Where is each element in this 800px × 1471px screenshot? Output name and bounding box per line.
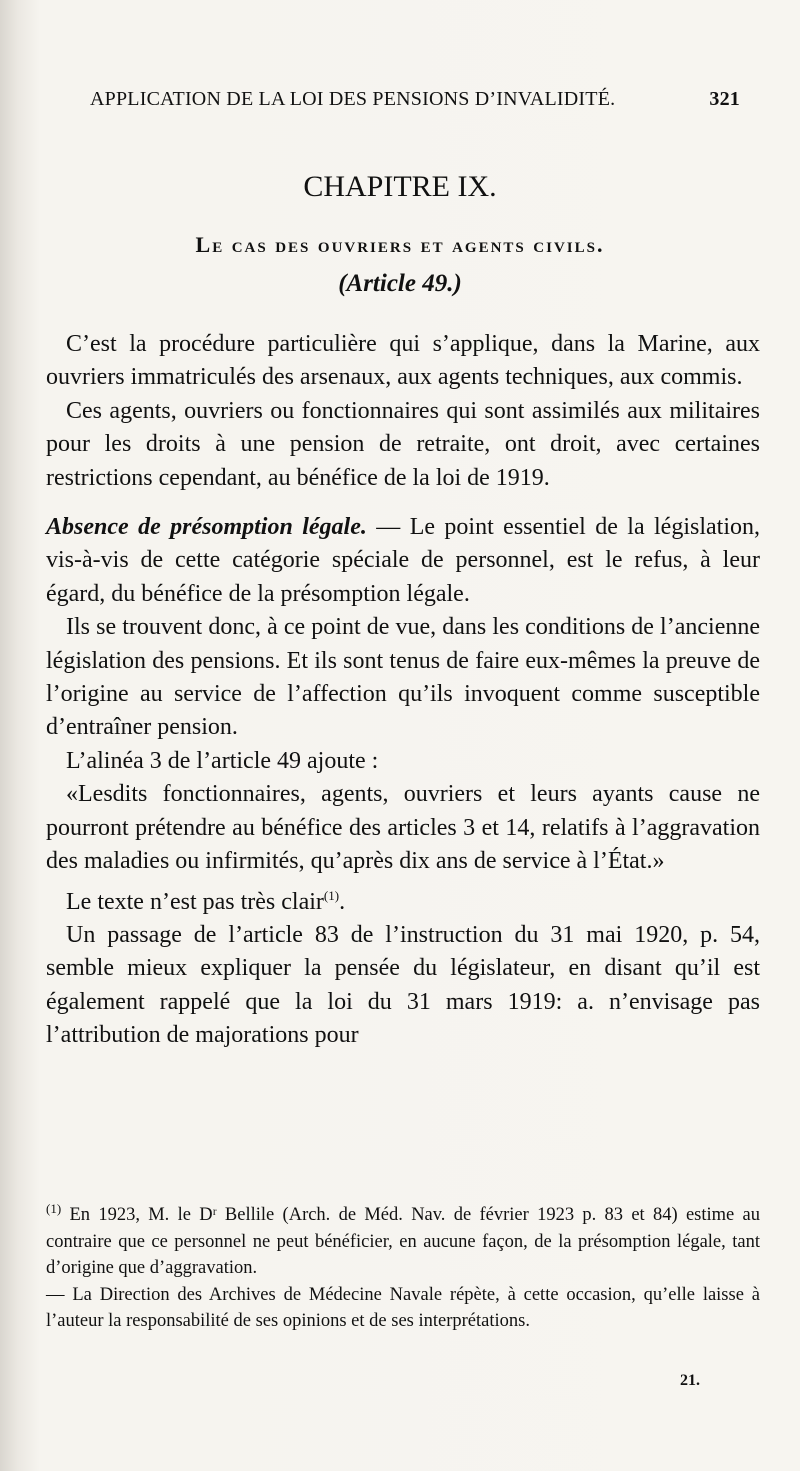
body-text — [46, 328, 760, 1053]
paragraph: Ils se trouvent donc, à ce point de vue, dans les conditions de l’ancienne législation des pensions. Et ils sont tenus de faire eux-mêmes la preuve de l’origine au service de l’affection qu’ils invoquent comme susceptible d’entraîner pension. — [46, 614, 760, 741]
chapter-subtitle: Le cas des ouvriers et agents civils. — [195, 232, 605, 257]
paragraph: Absence de présomption légale. — Le point essentiel de la législation, vis-à-vis de cette catégorie spéciale de personnel, est le refus, à leur égard, du bénéfice de la présomption légale. — [46, 514, 760, 607]
footnotes — [46, 1196, 760, 1335]
footnote-marker: (1) — [323, 887, 340, 903]
footnote: $^{(1)}$ En 1923, M. le Dʳ Bellile (Arch. de Méd. Nav. de février 1923 p. 83 et 84) estime au contraire que ce personnel ne peut bénéficier, en aucune façon, de la présomption légale, tant d’origine que d’aggravation. — [46, 1201, 760, 1279]
article-reference: (Article 49.) — [338, 270, 462, 297]
running-header — [90, 88, 740, 111]
paragraph: Ces agents, ouvriers ou fonctionnaires qui sont assimilés aux militaires pour les droits à une pension de retraite, ont droit, avec certaines restrictions cependant, au bénéfice de la loi de 1919. — [46, 397, 760, 491]
quotation: «Lesdits fonctionnaires, agents, ouvriers et leurs ayants cause ne pourront prétendre au bénéfice des articles 3 et 14, relatifs à l’aggravation des maladies ou infirmités, qu’après dix ans de service à l’État.» — [46, 781, 760, 875]
paragraph: Un passage de l’article 83 de l’instruction du 31 mai 1920, p. 54, semble mieux expliquer la pensée du législateur, en disant qu’il est également rappelé que la loi du 31 mars 1919: a. n’envisage pas l’attribution de majorations pour — [46, 921, 760, 1049]
running-title: APPLICATION DE LA LOI DES PENSIONS D’INVALIDITÉ. — [90, 88, 616, 110]
page-number: 321 — [709, 88, 740, 110]
signature-mark: 21. — [680, 1372, 700, 1389]
paragraph: C’est la procédure particulière qui s’applique, dans la Marine, aux ouvriers immatriculés des arsenaux, aux agents techniques, aux commis. — [46, 331, 760, 391]
chapter-title: CHAPITRE IX. — [303, 170, 497, 203]
paragraph: L’alinéa 3 de l’article 49 ajoute : — [66, 747, 379, 774]
footnote: — La Direction des Archives de Médecine Navale répète, à cette occasion, qu’elle laisse à l’auteur la responsabilité de ses opinions et de ses interprétations. — [46, 1284, 760, 1332]
paragraph: Le texte n’est pas très clair$^{(1)}$. — [66, 887, 346, 915]
section-lead: Absence de présomption légale. — [46, 514, 367, 541]
